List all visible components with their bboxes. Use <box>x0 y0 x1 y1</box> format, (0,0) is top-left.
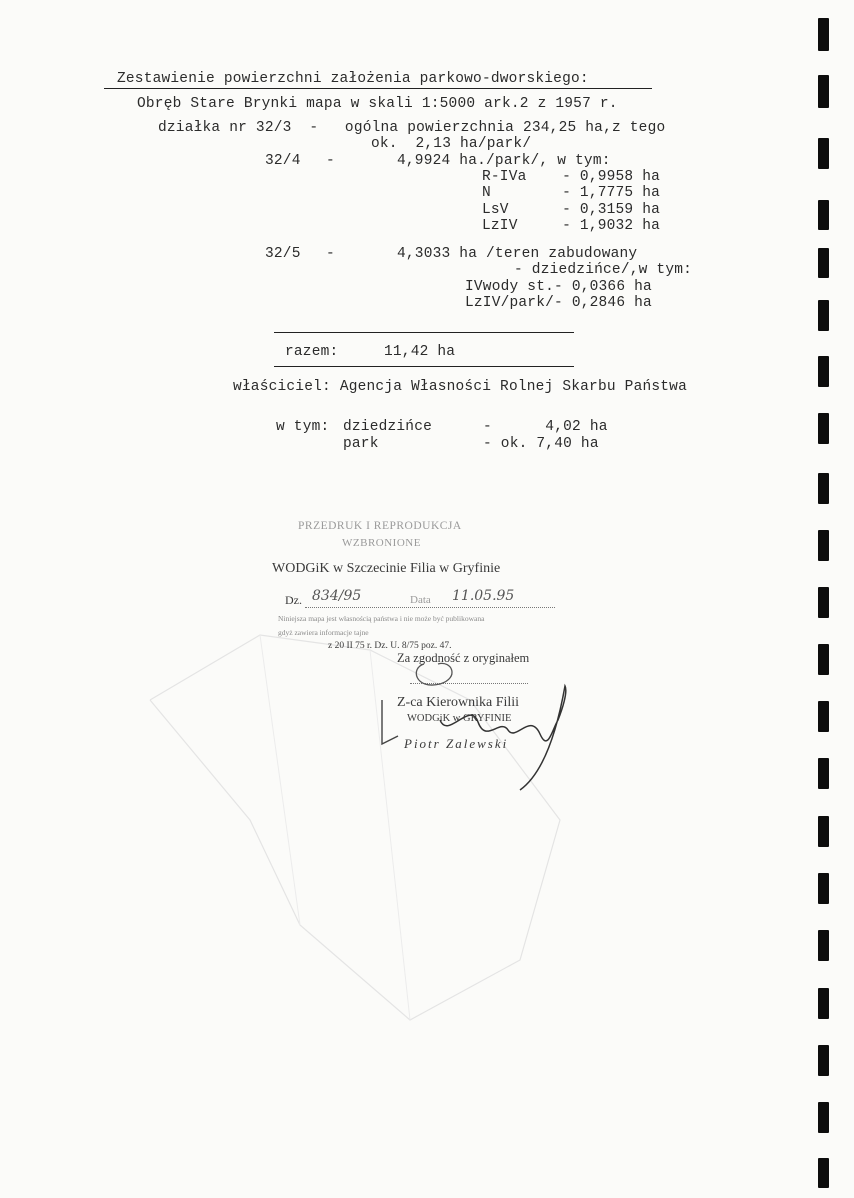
stamp-prohibited-line: WZBRONIONE <box>342 537 421 549</box>
parcel-32-4-dash: - <box>326 153 335 169</box>
binding-hole-mark <box>818 701 829 732</box>
binding-hole-mark <box>818 248 829 278</box>
stamp-data-value: 11.05.95 <box>452 588 515 604</box>
parcel-32-5-number: 32/5 <box>265 246 301 262</box>
binding-hole-mark <box>818 1045 829 1076</box>
breakdown-prefix: w tym: <box>276 419 330 435</box>
breakdown-courtyards-label: dziedzińce <box>343 419 433 435</box>
parcel-32-5-continued: - dziedzińce/,w tym: <box>514 262 693 278</box>
parcel-line-2: ok. 2,13 ha/park/ <box>371 136 532 152</box>
binding-hole-mark <box>818 200 829 230</box>
stamp-office-short: WODGiK w GRYFINIE <box>407 713 512 724</box>
stamp-law-reference: z 20 II 75 r. Dz. U. 8/75 poz. 47. <box>328 641 452 651</box>
parcel-32-5-dash: - <box>326 246 335 262</box>
land-class-row: LzIV - 1,9032 ha <box>482 218 661 234</box>
stamp-name: Piotr Zalewski <box>404 736 509 751</box>
binding-hole-mark <box>818 1102 829 1133</box>
land-class-row: N - 1,7775 ha <box>482 185 661 201</box>
breakdown-park-label: park <box>343 436 379 452</box>
binding-hole-mark <box>818 988 829 1019</box>
parcel-line-1: działka nr 32/3 - ogólna powierzchnia 234,25 ha,z tego <box>158 120 666 136</box>
binding-hole-mark <box>818 300 829 331</box>
stamp-small-text: Niniejsza mapa jest własnością państwa i nie może być publikowana <box>278 614 485 623</box>
owner-line: właściciel: Agencja Własności Rolnej Skarbu Państwa <box>233 379 687 395</box>
binding-hole-mark <box>818 816 829 847</box>
binding-hole-mark <box>818 644 829 675</box>
land-class-row: R-IVa - 0,9958 ha <box>482 169 661 185</box>
stamp-dz-label: Dz. <box>285 593 302 607</box>
binding-hole-mark <box>818 873 829 904</box>
parcel-32-4-text: 4,9924 ha./park/, w tym: <box>397 153 611 169</box>
land-class-row: LzIV/park/- 0,2846 ha <box>465 295 652 311</box>
binding-hole-mark <box>818 1158 829 1188</box>
binding-hole-mark <box>818 75 829 108</box>
parcel-32-5-text: 4,3033 ha /teren zabudowany <box>397 246 638 262</box>
document-title: Zestawienie powierzchni założenia parkowo-dworskiego: <box>117 71 589 87</box>
total-value: 11,42 ha <box>384 344 456 360</box>
stamp-dz-value: 834/95 <box>312 588 362 604</box>
binding-hole-mark <box>818 530 829 561</box>
stamp-role: Z-ca Kierownika Filii <box>397 695 520 710</box>
stamp-certification: Za zgodność z oryginałem <box>397 651 530 665</box>
stamp-reproduction-line: PRZEDRUK I REPRODUKCJA <box>298 520 462 532</box>
binding-hole-mark <box>818 930 829 961</box>
total-label: razem: <box>285 344 339 360</box>
stamp-office: WODGiK w Szczecinie Filia w Gryfinie <box>272 561 501 576</box>
binding-hole-mark <box>818 587 829 618</box>
binding-hole-mark <box>818 138 829 169</box>
binding-hole-mark <box>818 413 829 444</box>
binding-hole-mark <box>818 758 829 789</box>
stamp-small-text: gdyż zawiera informacje tajne <box>278 628 369 637</box>
land-class-row: IVwody st.- 0,0366 ha <box>465 279 652 295</box>
parcel-32-4-number: 32/4 <box>265 153 301 169</box>
document-subtitle: Obręb Stare Brynki mapa w skali 1:5000 ark.2 z 1957 r. <box>137 96 618 112</box>
stamp-data-label: Data <box>410 594 431 606</box>
binding-hole-mark <box>818 18 829 51</box>
land-class-row: LsV - 0,3159 ha <box>482 202 661 218</box>
breakdown-park-value: - ok. 7,40 ha <box>483 436 599 452</box>
binding-hole-mark <box>818 473 829 504</box>
binding-hole-mark <box>818 356 829 387</box>
breakdown-courtyards-value: - 4,02 ha <box>483 419 608 435</box>
